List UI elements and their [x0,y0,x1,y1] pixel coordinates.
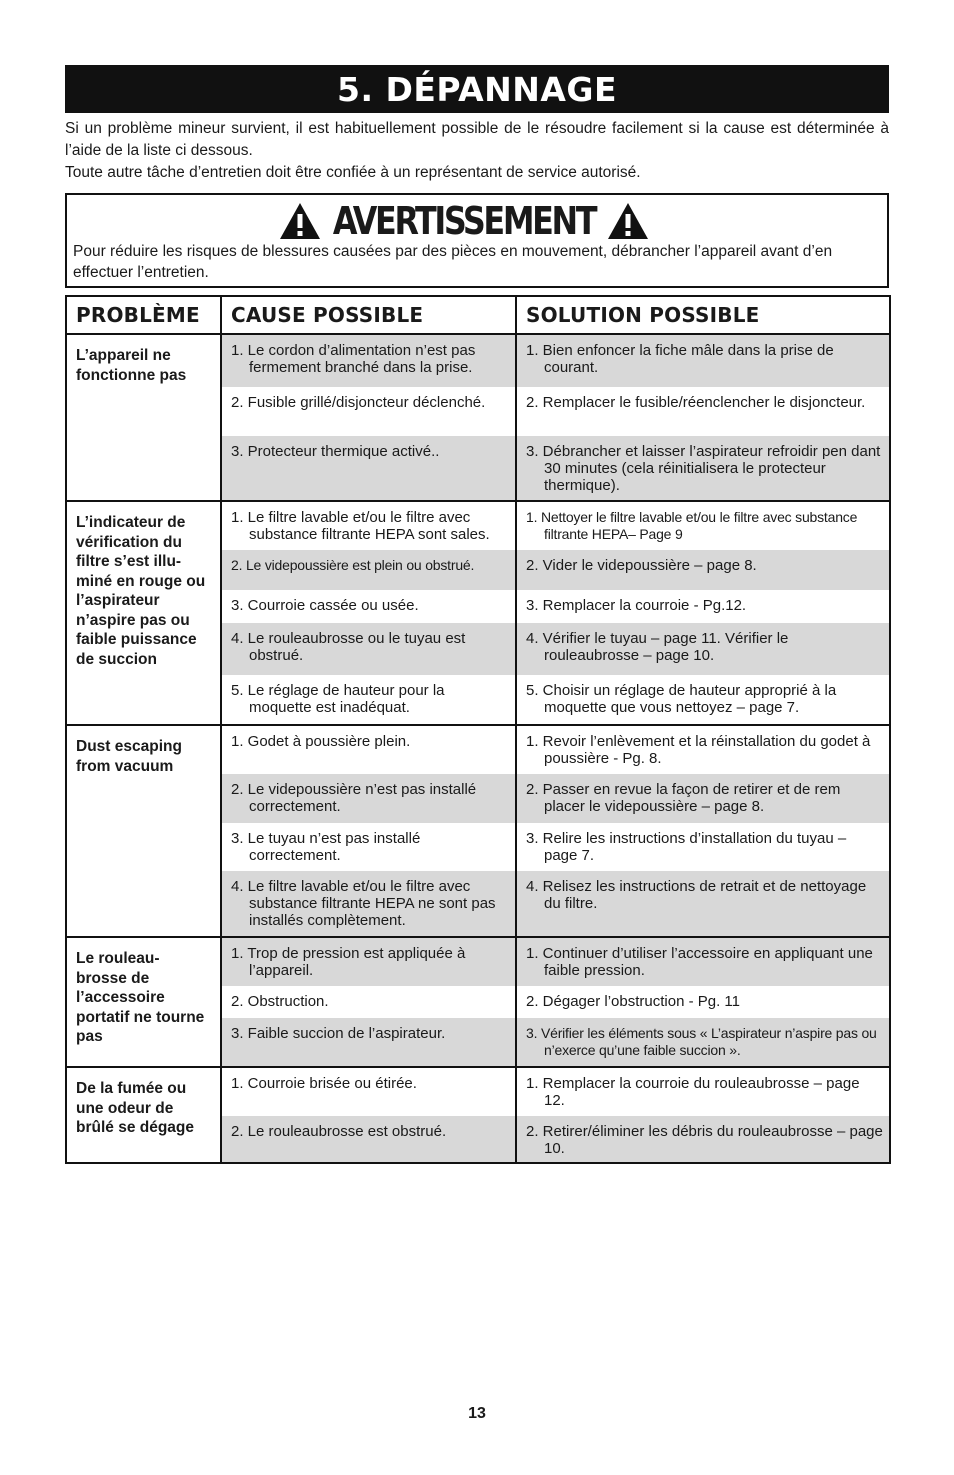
section-title: 5. DÉPANNAGE [336,70,618,109]
solution-text: 1. Remplacer la courroie du rouleaubrosse – page 12. [526,1075,860,1109]
solution-cell [516,550,890,590]
solution-cell [516,823,890,871]
problem-cell: Dust escaping from vacuum [66,725,221,937]
solution-cell [516,725,890,774]
solution-cell [516,436,890,501]
cause-text: 2. Le videpoussière n’est pas installé correctement. [231,781,477,815]
cause-text: 4. Le filtre lavable et/ou le filtre avec substance filtrante HEPA ne sont pas installés complètement. [231,878,496,929]
solution-text: 2. Vider le videpoussière – page 8. [526,557,757,574]
warning-box [65,193,889,288]
header-problem: PROBLÈME [66,296,221,334]
table-header-row [66,296,890,334]
cause-cell [221,675,516,725]
solution-text: 3. Relire les instructions d’installation du tuyau – page 7. [526,830,847,864]
cause-text: 3. Le tuyau n’est pas installé correctement. [231,830,421,864]
solution-text: 5. Choisir un réglage de hauteur approprié à la moquette que vous nettoyez – page 7. [526,682,837,716]
problem-cell: L’indicateur de vérification du filtre s’est illu- miné en rouge ou l’aspirateur n’aspire pas ou faible puissance de succion [66,501,221,725]
cause-text: 1. Godet à poussière plein. [231,733,411,750]
solution-text: 4. Vérifier le tuyau – page 11. Vérifier le rouleaubrosse – page 10. [526,630,789,664]
problem-cell: Le rouleau- brosse de l’accessoire portatif ne tourne pas [66,937,221,1067]
cause-cell [221,501,516,550]
cause-text: 2. Le rouleaubrosse est obstrué. [231,1123,447,1140]
solution-cell [516,937,890,986]
solution-cell [516,774,890,823]
warning-text: Pour réduire les risques de blessures causées par des pièces en mouvement, débrancher l’appareil avant d’en effectuer l’entretien. [73,243,833,281]
cause-cell [221,436,516,501]
cause-cell [221,725,516,774]
cause-text: 3. Courroie cassée ou usée. [231,597,419,614]
warning-triangle-icon [279,202,321,240]
cause-text: 1. Le cordon d’alimentation n’est pas fermement branché dans la prise. [231,342,476,376]
solution-text: 3. Débrancher et laisser l’aspirateur refroidir pen dant 30 minutes (cela réinitialisera le protecteur thermique). [526,443,881,494]
intro-paragraph-1: Si un problème mineur survient, il est habituellement possible de le résoudre facilement si la cause est déterminée à l’aide de la liste ci dessous. [65,120,889,159]
header-solution: SOLUTION POSSIBLE [516,296,890,334]
cause-text: 2. Fusible grillé/disjoncteur déclenché. [231,394,486,411]
warning-heading [279,200,649,242]
cause-cell [221,1018,516,1067]
cause-cell [221,1067,516,1116]
solution-cell [516,623,890,675]
cause-cell [221,1116,516,1163]
solution-cell [516,1018,890,1067]
cause-cell [221,550,516,590]
solution-text: 2. Passer en revue la façon de retirer et de rem placer le videpoussière – page 8. [526,781,841,815]
table-row [66,725,890,774]
intro-text [65,118,889,184]
cause-cell [221,334,516,387]
page-number: 13 [468,1405,486,1422]
solution-cell [516,334,890,387]
cause-text: 4. Le rouleaubrosse ou le tuyau est obstrué. [231,630,466,664]
solution-text: 3. Remplacer la courroie - Pg.12. [526,597,747,614]
solution-text: 2. Remplacer le fusible/réenclencher le disjoncteur. [526,394,866,411]
cause-text: 3. Protecteur thermique activé.. [231,443,440,460]
solution-text: 2. Retirer/éliminer les débris du rouleaubrosse – page 10. [526,1123,883,1157]
problem-cell: De la fumée ou une odeur de brûlé se dégage [66,1067,221,1163]
solution-text: 1. Bien enfoncer la fiche mâle dans la prise de courant. [526,342,834,376]
cause-cell [221,986,516,1018]
cause-text: 3. Faible succion de l’aspirateur. [231,1025,446,1042]
cause-text: 2. Le videpoussière est plein ou obstrué. [231,557,475,573]
troubleshooting-table [65,295,891,1164]
cause-text: 2. Obstruction. [231,993,329,1010]
warning-triangle-icon [607,202,649,240]
intro-paragraph-2: Toute autre tâche d’entretien doit être confiée à un représentant de service autorisé. [65,164,641,181]
table-row [66,501,890,550]
solution-cell [516,387,890,436]
problem-cell: L’appareil ne fonctionne pas [66,334,221,501]
solution-text: 3. Vérifier les éléments sous « L’aspirateur n’aspire pas ou n’exerce qu’une faible succion ». [526,1025,877,1058]
solution-text: 1. Revoir l’enlèvement et la réinstallation du godet à poussière - Pg. 8. [526,733,871,767]
table-row [66,1067,890,1116]
section-title-bar [65,65,889,113]
cause-cell [221,590,516,623]
solution-cell [516,501,890,550]
solution-cell [516,986,890,1018]
solution-cell [516,1067,890,1116]
solution-text: 2. Dégager l’obstruction - Pg. 11 [526,993,741,1010]
table-row [66,937,890,986]
cause-text: 1. Le filtre lavable et/ou le filtre avec substance filtrante HEPA sont sales. [231,509,490,543]
solution-cell [516,871,890,937]
cause-cell [221,387,516,436]
cause-cell [221,871,516,937]
cause-cell [221,937,516,986]
solution-text: 4. Relisez les instructions de retrait et de nettoyage du filtre. [526,878,867,912]
header-cause: CAUSE POSSIBLE [221,296,516,334]
solution-cell [516,590,890,623]
cause-cell [221,823,516,871]
cause-text: 1. Courroie brisée ou étirée. [231,1075,417,1092]
cause-cell [221,774,516,823]
cause-text: 1. Trop de pression est appliquée à l’appareil. [231,945,466,979]
cause-text: 5. Le réglage de hauteur pour la moquette est inadéquat. [231,682,445,716]
solution-cell [516,675,890,725]
warning-title: AVERTISSEMENT [332,199,596,243]
table-row [66,334,890,387]
solution-text: 1. Nettoyer le filtre lavable et/ou le filtre avec substance filtrante HEPA– Page 9 [526,509,858,542]
cause-cell [221,623,516,675]
solution-text: 1. Continuer d’utiliser l’accessoire en appliquant une faible pression. [526,945,873,979]
solution-cell [516,1116,890,1163]
